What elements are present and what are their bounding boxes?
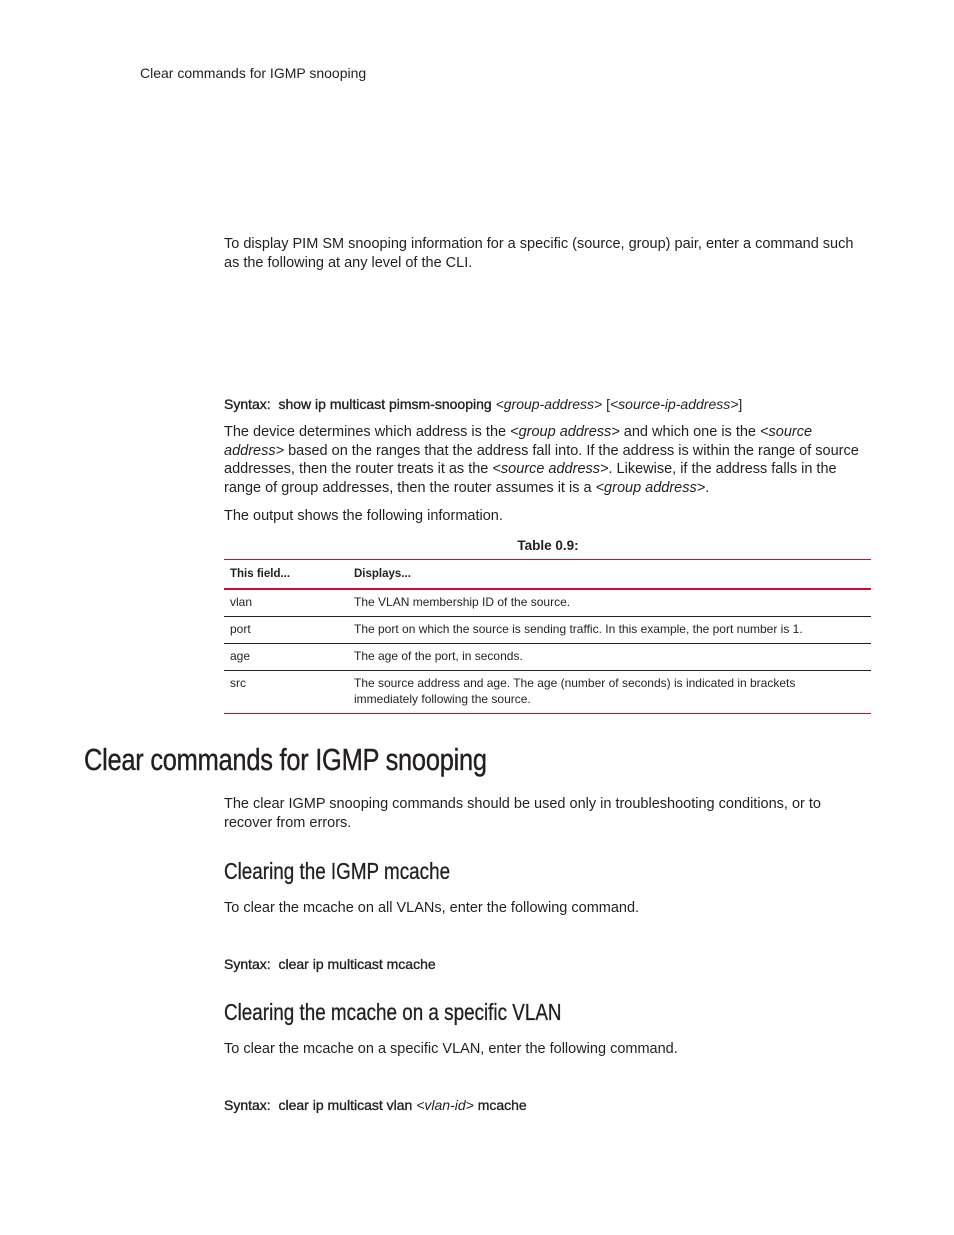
- subheading-clear-vlan-mcache: Clearing the mcache on a specific VLAN: [224, 999, 562, 1025]
- mcache-paragraph: To clear the mcache on all VLANs, enter the following command.: [224, 900, 640, 916]
- header-field: This field...: [224, 560, 348, 590]
- syntax-arg-source: <source-ip-address>: [610, 396, 739, 412]
- text-run: based on the ranges that the address fall into. If the address is within the range of source addresses, then the router treats it as the: [224, 442, 859, 478]
- header-displays: Displays...: [348, 560, 871, 590]
- arg-group-address: <group address>: [595, 479, 706, 496]
- text-run: The device determines which address is the: [224, 424, 511, 440]
- syntax-command: clear ip multicast mcache: [278, 956, 436, 972]
- subheading-clear-igmp-mcache: Clearing the IGMP mcache: [224, 858, 451, 884]
- text-run: . Likewise, if the address falls in the range of group addresses, then the router assumes it is a: [224, 461, 837, 496]
- field-description: The port on which the source is sending traffic. In this example, the port number is 1.: [348, 617, 871, 644]
- running-head: Clear commands for IGMP snooping: [140, 65, 367, 81]
- syntax-arg-vlan-id: <vlan-id>: [416, 1097, 474, 1113]
- syntax-bracket-close: ]: [738, 396, 743, 412]
- field-name: port: [224, 617, 348, 644]
- syntax-clear-vlan-mcache: [224, 1097, 527, 1113]
- table-row: [224, 617, 871, 644]
- text-run: and which one is the: [619, 424, 761, 440]
- output-intro: The output shows the following information.: [224, 508, 503, 524]
- table-caption: Table 0.9:: [517, 538, 579, 553]
- field-name: vlan: [224, 589, 348, 617]
- explanation-paragraph: [224, 423, 872, 497]
- syntax-command: show ip multicast pimsm-snooping: [278, 396, 492, 412]
- syntax-label: Syntax:: [224, 396, 271, 412]
- syntax-command: clear ip multicast vlan: [278, 1097, 413, 1113]
- syntax-command-tail: mcache: [477, 1097, 527, 1113]
- table-row: [224, 589, 871, 617]
- field-name: age: [224, 644, 348, 671]
- arg-source-address: <source address>: [224, 424, 813, 459]
- field-description: The age of the port, in seconds.: [348, 644, 871, 671]
- syntax-label: Syntax:: [224, 956, 271, 972]
- clear-intro-paragraph: The clear IGMP snooping commands should be used only in troubleshooting conditions, or to recover from errors.: [224, 796, 821, 831]
- field-description: The VLAN membership ID of the source.: [348, 589, 871, 617]
- syntax-label: Syntax:: [224, 1097, 271, 1113]
- field-table: [224, 559, 871, 714]
- intro-paragraph: To display PIM SM snooping information for a specific (source, group) pair, enter a command such as the following at any level of the CLI.: [224, 236, 854, 271]
- table-row: [224, 671, 871, 714]
- section-heading-clear-commands: Clear commands for IGMP snooping: [84, 742, 487, 777]
- syntax-pimsm-snooping: [224, 396, 742, 412]
- field-description: The source address and age. The age (number of seconds) is indicated in brackets immediately following the source.: [354, 676, 796, 706]
- syntax-arg-group: <group-address>: [495, 396, 603, 412]
- table-header-row: [224, 560, 871, 590]
- syntax-clear-mcache: [224, 956, 436, 972]
- field-name: src: [230, 676, 246, 690]
- text-run: .: [705, 479, 710, 496]
- syntax-bracket-open: [: [606, 396, 610, 412]
- table-row: [224, 644, 871, 671]
- arg-group-address: <group address>: [510, 424, 620, 440]
- arg-source-address: <source address>: [492, 461, 609, 478]
- vlan-paragraph: To clear the mcache on a specific VLAN, enter the following command.: [224, 1041, 678, 1057]
